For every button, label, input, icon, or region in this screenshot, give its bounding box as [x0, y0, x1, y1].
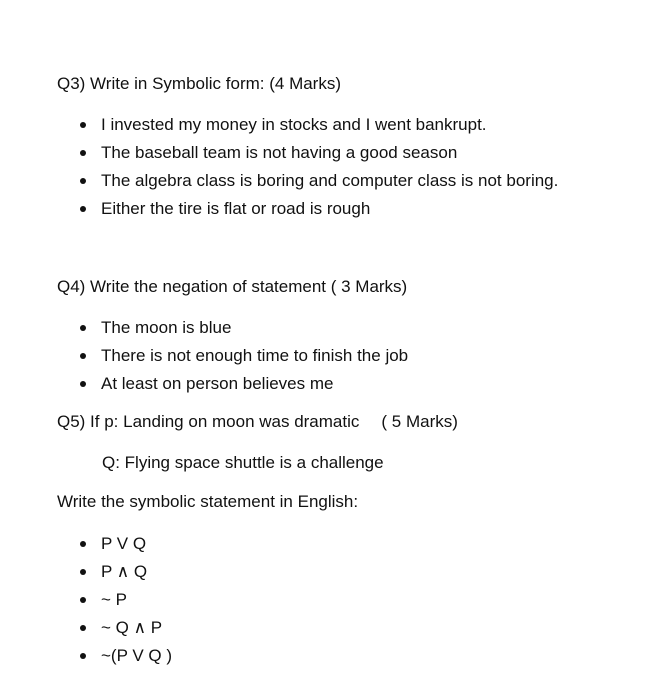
bullet-icon — [80, 206, 86, 212]
list-item: ~(P V Q ) — [80, 646, 172, 674]
list-item: I invested my money in stocks and I went bankrupt. — [80, 115, 558, 143]
list-item: Either the tire is flat or road is rough — [80, 199, 558, 227]
q5-heading-row — [57, 412, 458, 432]
bullet-icon — [80, 122, 86, 128]
list-item: The moon is blue — [80, 318, 408, 346]
q4-heading: Q4) Write the negation of statement ( 3 Marks) — [57, 277, 408, 296]
bullet-icon — [80, 381, 86, 387]
bullet-icon — [80, 353, 86, 359]
list-item: At least on person believes me — [80, 374, 408, 402]
list-item: The algebra class is boring and computer class is not boring. — [80, 171, 558, 199]
bullet-icon — [80, 569, 86, 575]
bullet-icon — [80, 541, 86, 547]
q3-heading: Q3) Write in Symbolic form: (4 Marks) — [57, 74, 342, 93]
q5-q-definition: Q: Flying space shuttle is a challenge — [102, 453, 384, 472]
q5-marks: ( 5 Marks) — [381, 412, 458, 431]
list-item: ~ P — [80, 590, 172, 618]
bullet-icon — [80, 150, 86, 156]
bullet-icon — [80, 325, 86, 331]
list-item: ~ Q ∧ P — [80, 618, 172, 646]
q5-heading: Q5) If p: Landing on moon was dramatic — [57, 412, 360, 431]
bullet-icon — [80, 178, 86, 184]
bullet-icon — [80, 597, 86, 603]
q3-list — [80, 115, 558, 227]
q4-list — [80, 318, 408, 402]
list-item: P ∧ Q — [80, 562, 172, 590]
q5-instruction: Write the symbolic statement in English: — [57, 492, 359, 511]
bullet-icon — [80, 625, 86, 631]
list-item: There is not enough time to finish the job — [80, 346, 408, 374]
q5-list — [80, 534, 172, 674]
list-item: P V Q — [80, 534, 172, 562]
list-item: The baseball team is not having a good season — [80, 143, 558, 171]
bullet-icon — [80, 653, 86, 659]
